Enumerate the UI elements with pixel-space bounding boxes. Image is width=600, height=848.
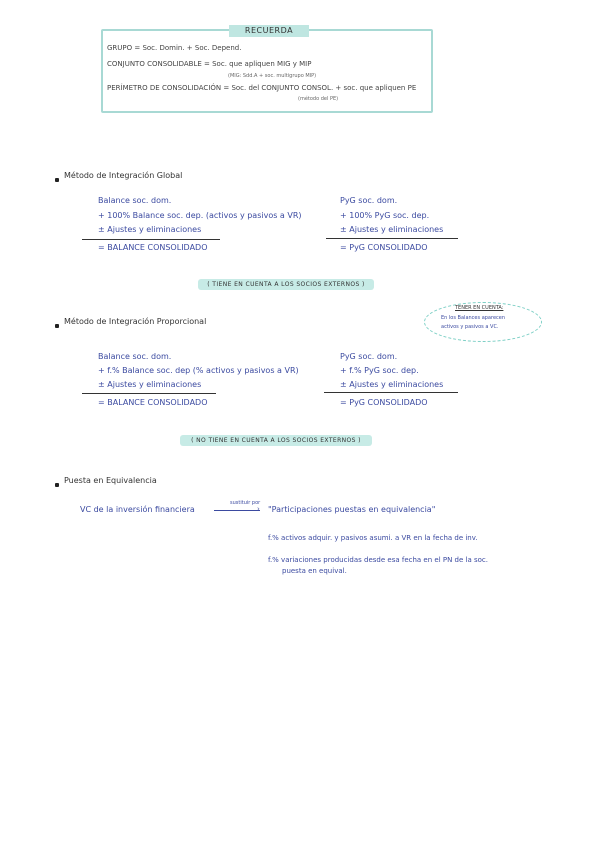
- prop-right-line3: ± Ajustes y eliminaciones: [340, 380, 444, 389]
- item-variaciones: f.% variaciones producidas desde esa fecha en el PN de la soc.: [268, 556, 488, 564]
- vc-inversion: VC de la inversión financiera: [80, 505, 195, 514]
- conjunto-definition: CONJUNTO CONSOLIDABLE = Soc. que apliquen MIG y MIP: [107, 60, 312, 68]
- bullet-icon: [55, 483, 59, 487]
- recuerda-box: [101, 29, 433, 113]
- prop-left-line1: Balance soc. dom.: [98, 352, 172, 361]
- bullet-icon: [55, 324, 59, 328]
- prop-right-line1: PyG soc. dom.: [340, 352, 398, 361]
- prop-left-rule: [82, 393, 216, 394]
- global-right-line2: + 100% PyG soc. dep.: [340, 211, 430, 220]
- note-title: TENER EN CUENTA:: [455, 305, 504, 311]
- prop-right-rule: [324, 392, 458, 393]
- proporcional-heading: Método de Integración Proporcional: [64, 317, 207, 326]
- note-line2: activos y pasivos a VC.: [441, 324, 499, 330]
- global-left-line1: Balance soc. dom.: [98, 196, 172, 205]
- participaciones: "Participaciones puestas en equivalencia": [268, 505, 436, 514]
- item-activos: f.% activos adquir. y pasivos asumi. a VR en la fecha de inv.: [268, 534, 478, 542]
- global-right-result: = PyG CONSOLIDADO: [340, 243, 428, 252]
- global-right-rule: [326, 238, 458, 239]
- prop-right-result: = PyG CONSOLIDADO: [340, 398, 428, 407]
- bullet-icon: [55, 178, 59, 182]
- note-line1: En los Balances aparecen: [441, 315, 506, 321]
- global-left-rule: [82, 239, 220, 240]
- arrow-label: sustituir por: [230, 500, 261, 506]
- perimetro-note: (método del PE): [298, 96, 339, 102]
- prop-left-line3: ± Ajustes y eliminaciones: [98, 380, 202, 389]
- equivalencia-heading: Puesta en Equivalencia: [64, 476, 157, 485]
- recuerda-title: RECUERDA: [229, 25, 309, 37]
- item-variaciones-cont: puesta en equival.: [282, 567, 347, 575]
- global-right-line3: ± Ajustes y eliminaciones: [340, 225, 444, 234]
- prop-right-line2: + f.% PyG soc. dep.: [340, 366, 419, 375]
- arrow-head-icon: ›: [257, 505, 260, 513]
- global-right-line1: PyG soc. dom.: [340, 196, 398, 205]
- global-left-result: = BALANCE CONSOLIDADO: [98, 243, 208, 252]
- prop-left-result: = BALANCE CONSOLIDADO: [98, 398, 208, 407]
- proporcional-tag: ( NO TIENE EN CUENTA A LOS SOCIOS EXTERNOS ): [180, 435, 372, 446]
- perimetro-definition: PERÍMETRO DE CONSOLIDACIÓN = Soc. del CONJUNTO CONSOL. + soc. que apliquen PE: [107, 84, 417, 92]
- global-left-line2: + 100% Balance soc. dep. (activos y pasivos a VR): [98, 211, 302, 220]
- prop-left-line2: + f.% Balance soc. dep (% activos y pasivos a VR): [98, 366, 299, 375]
- global-heading: Método de Integración Global: [64, 171, 183, 180]
- global-left-line3: ± Ajustes y eliminaciones: [98, 225, 202, 234]
- grupo-definition: GRUPO = Soc. Domin. + Soc. Depend.: [107, 44, 242, 52]
- arrow-icon: [214, 510, 260, 511]
- conjunto-note: (MIG: Sdd.A + soc. multigrupo MIP): [228, 73, 317, 79]
- global-tag: ( TIENE EN CUENTA A LOS SOCIOS EXTERNOS ): [198, 279, 374, 290]
